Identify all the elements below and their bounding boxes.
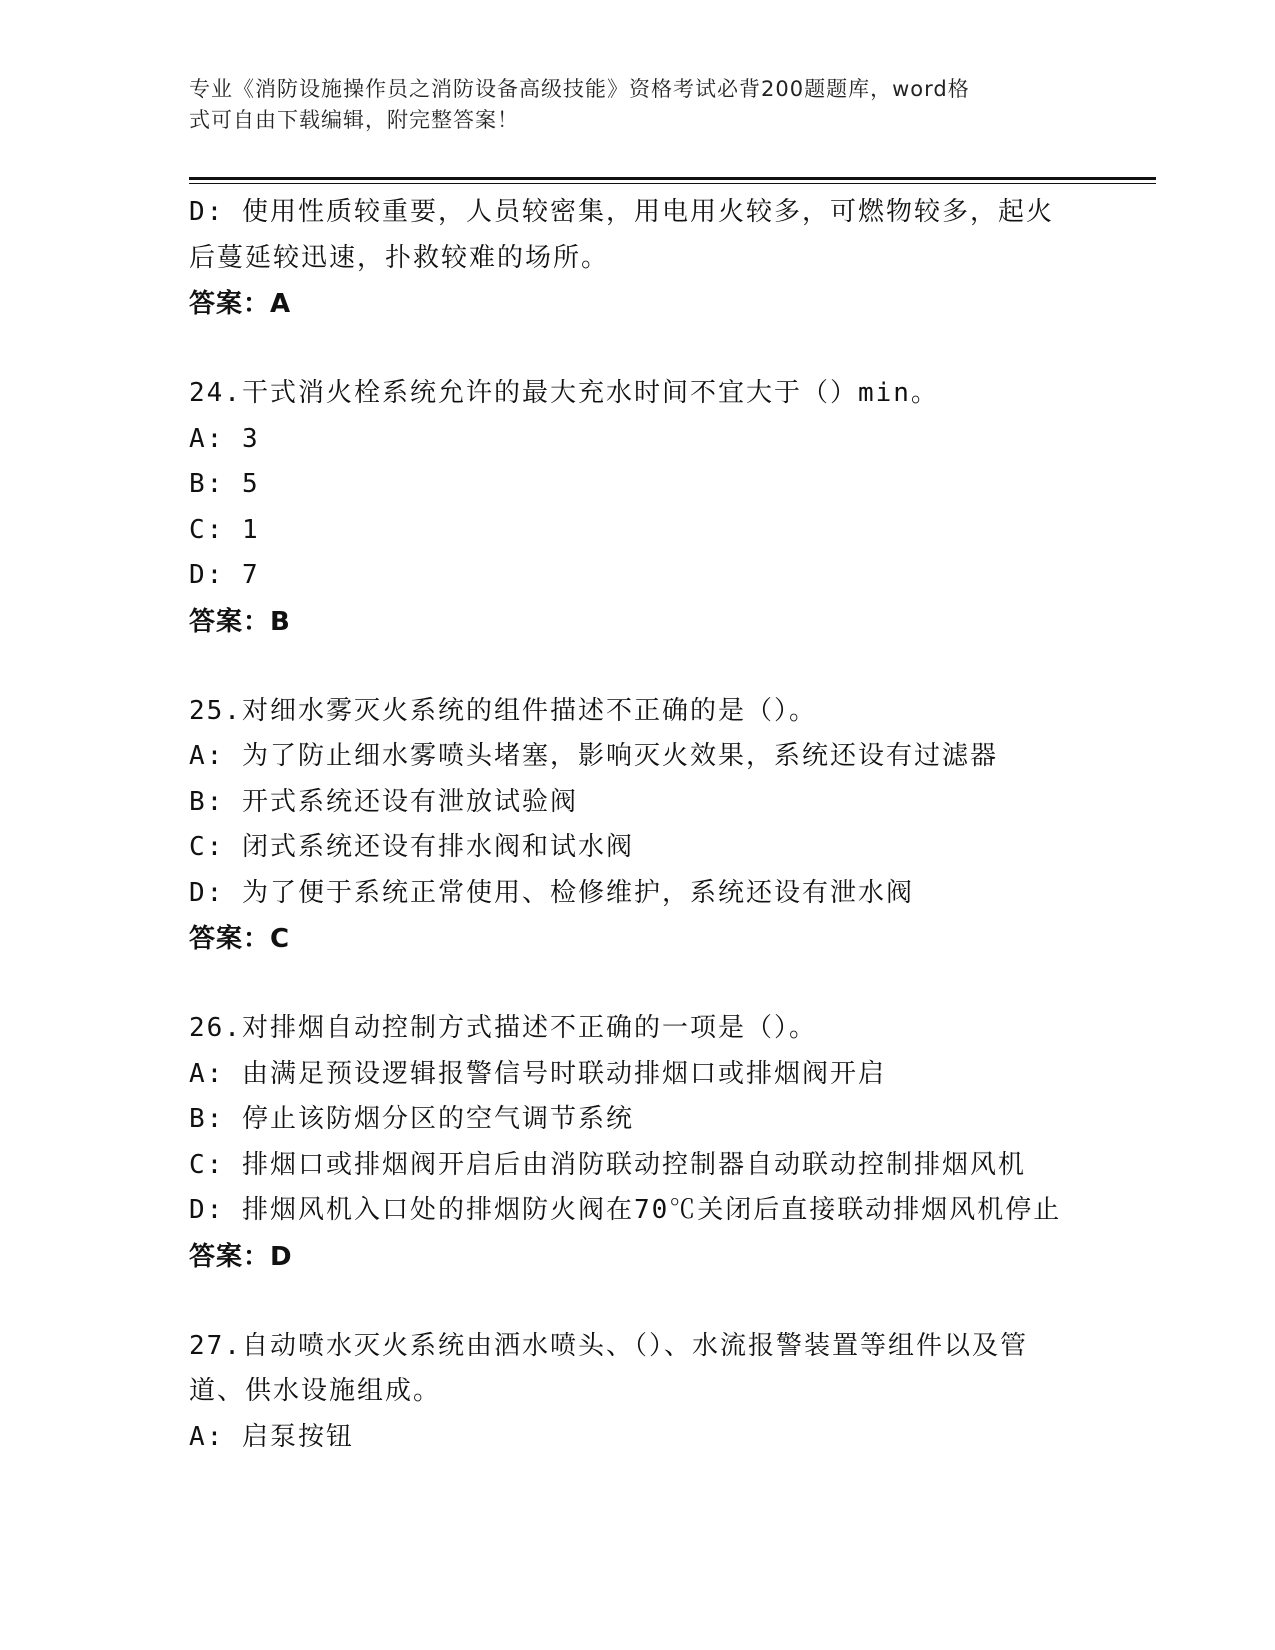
option-b: B: 开式系统还设有泄放试验阀 bbox=[189, 786, 578, 817]
header-divider-thin bbox=[189, 183, 1156, 184]
question-stem-line-2: 道、供水设施组成。 bbox=[189, 1376, 442, 1406]
option-a: A: 3 bbox=[189, 423, 260, 454]
question-23-tail bbox=[189, 190, 1089, 327]
answer-26: 答案：D bbox=[189, 1241, 293, 1272]
option-d: D: 为了便于系统正常使用、检修维护，系统还设有泄水阀 bbox=[189, 877, 914, 908]
header-line-1: 专业《消防设施操作员之消防设备高级技能》资格考试必背200题题库，word格 bbox=[189, 77, 970, 101]
option-b: B: 5 bbox=[189, 469, 260, 499]
answer-24: 答案：B bbox=[189, 606, 291, 637]
spacer bbox=[189, 1280, 1089, 1324]
option-d-line-2: 后蔓延较迅速，扑救较难的场所。 bbox=[189, 242, 610, 273]
answer-23: 答案：A bbox=[189, 289, 292, 319]
question-27 bbox=[189, 1324, 1089, 1461]
header-divider-thick bbox=[189, 177, 1156, 180]
question-24 bbox=[189, 371, 1089, 645]
question-stem: 25.对细水雾灭火系统的组件描述不正确的是（）。 bbox=[189, 695, 817, 726]
spacer bbox=[189, 962, 1089, 1006]
option-c: C: 1 bbox=[189, 514, 260, 545]
option-d: D: 7 bbox=[189, 560, 260, 590]
option-a: A: 为了防止细水雾喷头堵塞，影响灭火效果，系统还设有过滤器 bbox=[189, 741, 998, 771]
question-25 bbox=[189, 689, 1089, 963]
question-stem: 24.干式消火栓系统允许的最大充水时间不宜大于（）min。 bbox=[189, 378, 939, 408]
question-stem: 26.对排烟自动控制方式描述不正确的一项是（）。 bbox=[189, 1013, 817, 1043]
document-header bbox=[189, 74, 1089, 136]
option-d: D: 排烟风机入口处的排烟防火阀在70℃关闭后直接联动排烟风机停止 bbox=[189, 1195, 1062, 1225]
option-c: C: 排烟口或排烟阀开启后由消防联动控制器自动联动控制排烟风机 bbox=[189, 1149, 1026, 1180]
option-a: A: 由满足预设逻辑报警信号时联动排烟口或排烟阀开启 bbox=[189, 1058, 886, 1089]
spacer bbox=[189, 327, 1089, 371]
spacer bbox=[189, 645, 1089, 689]
question-26 bbox=[189, 1006, 1089, 1280]
question-list bbox=[189, 190, 1089, 1460]
question-stem-line-1: 27.自动喷水灭火系统由洒水喷头、（）、水流报警装置等组件以及管 bbox=[189, 1330, 1028, 1361]
option-b: B: 停止该防烟分区的空气调节系统 bbox=[189, 1104, 634, 1134]
option-a: A: 启泵按钮 bbox=[189, 1421, 354, 1452]
option-d-line-1: D: 使用性质较重要，人员较密集，用电用火较多，可燃物较多，起火 bbox=[189, 197, 1054, 227]
header-line-2: 式可自由下载编辑，附完整答案！ bbox=[189, 108, 519, 132]
option-c: C: 闭式系统还设有排水阀和试水阀 bbox=[189, 832, 634, 862]
answer-25: 答案：C bbox=[189, 924, 291, 954]
